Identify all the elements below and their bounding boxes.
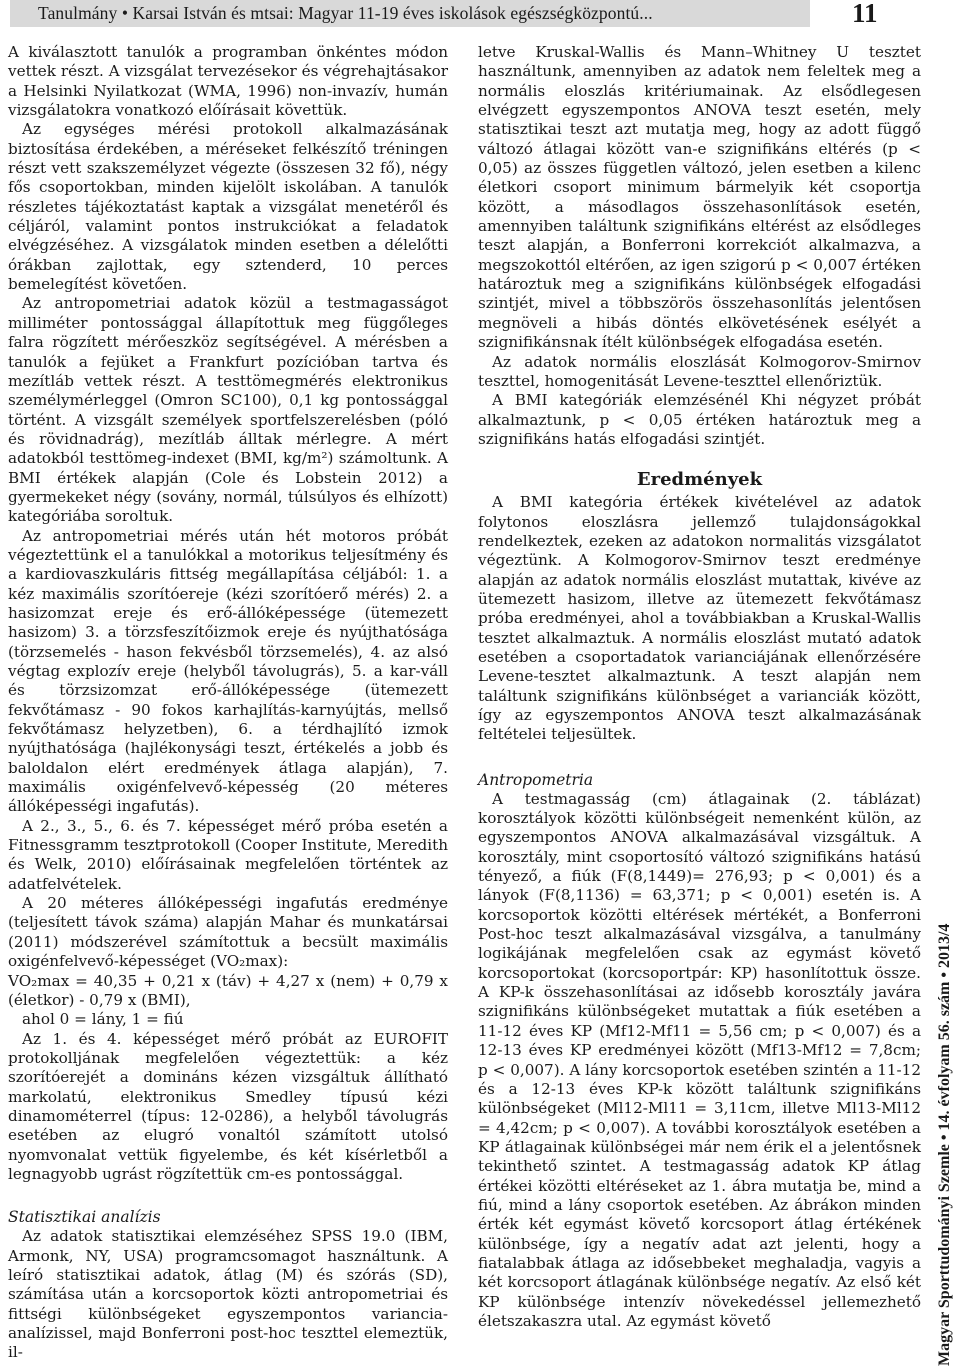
running-header xyxy=(0,0,960,30)
formula-note: ahol 0 = lány, 1 = fiú xyxy=(22,1010,184,1029)
left-column xyxy=(8,43,448,1363)
paragraph: Az antropometriai mérés után hét motoros próbát végeztettünk el a tanulókkal a motorikus teljesítmény és a kardiovaszkuláris fittség megállapítása céljából: 1. a kéz maximális szorítóereje (kézi szorítóerő mérés) 2. a hasizomzat ereje és erő-állóképessége (ütemezett hasizom) 3. a törzsfeszítőizmok ereje és nyújthatósága (törzsemelés - hason fekvésből törzsemelés), 4. az alsó végtag explozív ereje (helyből távolugrás), 5. a kar-váll és törzsizomzat erő-állóképessége (ütemezett fekvőtámasz - 90 fokos karhajlítás-karnyújtás, mellső fekvőtámasz helyzetben), 6. a térdhajlító izmok nyújthatósága (hajlékonysági teszt, értékelés a jobb és baloldalon elért eredmények átlaga alapján), 7. maximális oxigénfelvevő-képesség (20 méteres állóképességi ingafutás). xyxy=(8,526,448,816)
right-column xyxy=(478,43,921,1331)
paragraph: A 20 méteres állóképességi ingafutás eredménye (teljesített távok száma) alapján Mahar és munkatársai (2011) módszerével számítottuk a becsült maximális oxigénfelvevő-képességet (VO₂max): xyxy=(8,894,448,971)
paragraph: A testmagasság (cm) átlagainak (2. táblázat) korosztályok közötti különbségeit nemenként külön, az egyszempontos ANOVA alkalmazásával vizsgáltuk. A korosztály, mint csoportosító változó szignifikáns hatású tényező, a fiúk (F(8,1449)= 276,93; p < 0,001) és a lányok (F(8,1136) = 63,371; p < 0,001) esetén is. A korcsoportok közötti eltérések mértékét, a Bonferroni Post-hoc teszt alkalmazásával vizsgálva, a tanulmány logikájának megfelelően csak az egymást követő korcsoportokat (korcsoportpár: KP) hasonlítottuk össze. A KP-k összehasonlításai az idősebb korosztály javára szignifikáns különbségeket mutattak a fiúk esetében a 11-12 éves KP (Mf12-Mf11 = 5,56 cm; p < 0,007) és a 12-13 éves KP eredményei között (Mf13-Mf12 = 7,8cm; p < 0,007). A lány korcsoportok esetében szintén a 11-12 és a 12-13 éves KP-k között találtunk szignifikáns különbségeket (Ml12-Ml11 = 3,11cm, illetve Ml13-Ml12 = 4,42cm; p < 0,007). A további korosztályok esetében a KP átlagainak különbségei már nem érik el a jelentősnek tekinthető szintet. A testmagasság adatok KP átlag értékei közötti eltéréseket az 1. ábra mutatja be, mind a fiú, mind a lány csoportok esetében. Az ábrákon minden érték két egymást követő korcsoport átlag értékének különbsége, így a negatív adat azt jelenti, hogy a fiatalabbak átlaga az idősebbeket meghaladja, vagyis a két korcsoport átlagának különbsége negatív. Az első két KP különbsége intenzív növekedéssel jellemezhető életszakaszra utal. Az egymást követő xyxy=(478,789,921,1330)
paragraph: A kiválasztott tanulók a programban önkéntes módon vettek részt. A vizsgálat tervezésekor és végrehajtásakor a Helsinki Nyilatkozat (WMA, 1996) non-invazív, humán vizsgálatokra vonatkozó előírásait követtük. xyxy=(8,43,448,120)
paragraph: Az adatok statisztikai elemzéséhez SPSS 19.0 (IBM, Armonk, NY, USA) programcsomagot használtunk. A leíró statisztikai adatok, átlag (M) és szórás (SD), számítása után a korcsoportok közti antropometriai és fittségi különbségeket egyszempontos variancia-analízissel, majd Bonferroni post-hoc teszttel elemeztük, il- xyxy=(8,1227,448,1362)
section-heading-results: Eredmények xyxy=(636,469,763,491)
paragraph: Az egységes mérési protokoll alkalmazásának biztosítása érdekében, a méréseket felkészítő tréningen részt vett szakszemélyzet végezte (összesen 32 fő), négy fős csoportokban, minden kijelölt iskolában. A tanulók részletes tájékoztatást kaptak a vizsgálat menetéről és céljáról, valamint pontos instrukciókat a feladatok elvégzéséhez. A vizsgálatok minden esetben a délelőtti órákban zajlottak, egy sztenderd, 10 perces bemelegítést követően. xyxy=(8,120,448,294)
paragraph: Az 1. és 4. képességet mérő próbát az EUROFIT protokolljának megfelelően végeztettük: a kéz szorítóerejét a domináns kézen vizsgáltuk állítható markolatú, elektronikus Smedley típusú kézi dinamométerrel (típus: 12-0286), a helyből távolugrás esetében az elugró vonaltól számított utolsó nyomvonalat vettük figyelembe, és két kísérletből a legnagyobb ugrást rögzítettük cm-es pontossággal. xyxy=(8,1029,448,1183)
page-number: 11 xyxy=(852,0,878,28)
paragraph: A BMI kategóriák elemzésénél Khi négyzet próbát alkalmaztunk, p < 0,05 értéken határoztuk meg a szignifikáns hatás elfogadási szintjét. xyxy=(478,391,921,448)
section-heading-statistics: Statisztikai analízis xyxy=(8,1208,161,1227)
paragraph: letve Kruskal-Wallis és Mann–Whitney U tesztet használtunk, amennyiben az adatok nem feleltek meg a normális eloszlás kritériumainak. Az elsődlegesen elvégzett egyszempontos ANOVA teszt esetén, mely statisztikai teszt azt mutatja meg, hogy az adott függő változó átlagai között van-e szignifikáns eltérés (p < 0,05) az összes független változó, jelen esetben a kilenc életkori csoport minimum bármelyik két csoportja között, a másodlagos összehasonlítások esetén, amennyiben találtunk szignifikáns eltérést az elsődleges teszt alapján, a Bonferroni korrekciót alkalmazva, a megszokottól eltérően, az igen szigorú p < 0,007 értéken határoztuk meg a szignifikáns különbségek elfogadási szintjét, mivel a többszörös összehasonlítás jelentősen megnöveli a hibás döntés elkövetésének esélyét a szignifikánsnak ítélt különbségek elfogadása esetén. xyxy=(478,43,921,352)
paragraph: Az antropometriai adatok közül a testmagasságot milliméter pontossággal állapítottuk meg függőleges falra rögzített mérőeszköz segítségével. A mérésben a tanulók a fejüket a Frankfurt pozícióban tartva és mezítláb vettek részt. A testtömegmérés elektronikus személymérleggel (Omron SC100), 0,1 kg pontossággal történt. A vizsgált személyek sportfelszerelésben (póló és rövidnadrág), mezítláb álltak mérlegre. A mért adatokból testtömeg-indexet (BMI, kg/m²) számoltunk. A BMI értékek alapján (Cole és Lobstein 2012) a gyermekeket négy (sovány, normál, túlsúlyos és elhízott) kategóriába soroltuk. xyxy=(8,294,448,526)
running-title: Tanulmány • Karsai István és mtsai: Magyar 11-19 éves iskolások egészségközpontú... xyxy=(38,3,653,23)
journal-citation: Magyar Sporttudományi Szemle • 14. évfolyam 56. szám • 2013/4 xyxy=(936,923,953,1366)
paragraph: A BMI kategória értékek kivételével az adatok folytonos eloszlásra jellemző tulajdonságokkal rendelkeztek, ezeken az adatokon normalitás vizsgálatot végeztünk. A Kolmogorov-Smirnov teszt eredménye alapján az adatok normális eloszlást mutattak, kivéve az ütemezett hasizom, illetve az ütemezett fekvőtámasz próba eredményei, ahol a továbbiakban a Kruskal-Wallis tesztet alkalmaztuk. A normális eloszlást mutató adatok esetében a csoportadatok varianciájának ellenőrzésére Levene-tesztet alkalmaztunk. A teszt alapján nem találtunk szignifikáns különbséget a varianciák között, így az egyszempontos ANOVA teszt alkalmazásának feltételei teljesültek. xyxy=(478,493,921,744)
paragraph: Az adatok normális eloszlását Kolmogorov-Smirnov teszttel, homogenitását Levene-teszttel ellenőriztük. xyxy=(478,352,921,390)
section-heading-anthropometry: Antropometria xyxy=(478,770,594,789)
paragraph: A 2., 3., 5., 6. és 7. képességet mérő próba esetén a Fitnessgramm tesztprotokoll (Cooper Institute, Meredith és Welk, 2010) előírásainak megfelelően történtek az adatfelvételek. xyxy=(8,816,448,893)
journal-sidebar xyxy=(934,923,956,1370)
formula: VO₂max = 40,35 + 0,21 x (táv) + 4,27 x (nem) + 0,79 x (életkor) - 0,79 x (BMI), xyxy=(8,971,448,1009)
